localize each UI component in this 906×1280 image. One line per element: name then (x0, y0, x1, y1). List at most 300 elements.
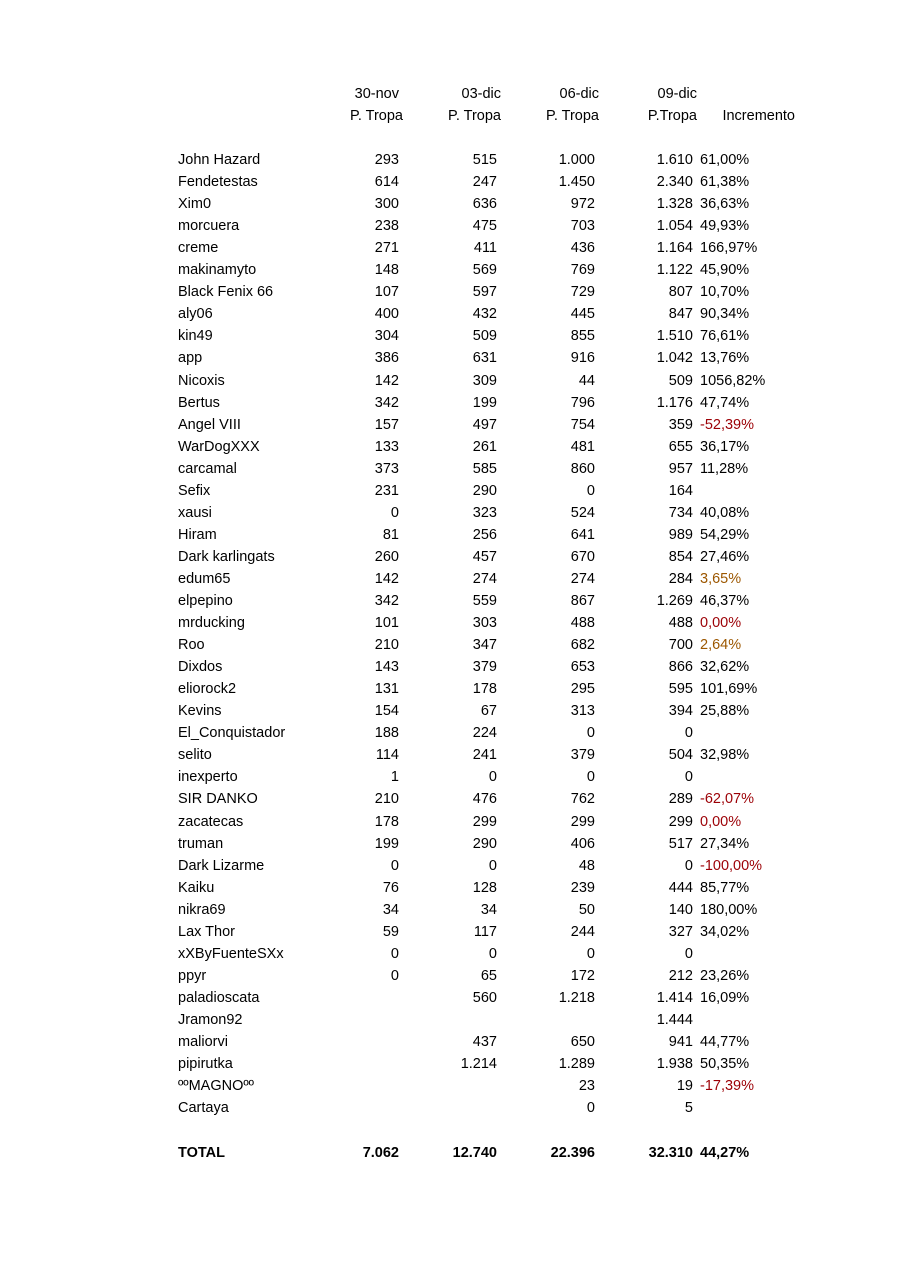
player-name: kin49 (178, 328, 213, 345)
col-09-dic: 327 (668, 923, 693, 940)
col-09-dic: 0 (684, 725, 693, 742)
col-06-dic: 860 (570, 460, 595, 477)
col-30-nov: 210 (374, 791, 399, 808)
col-06-dic: 653 (570, 659, 595, 676)
col-09-dic: 394 (668, 703, 693, 720)
col-30-nov: 300 (374, 196, 399, 213)
player-name: xXByFuenteSXx (178, 945, 284, 962)
table-row (0, 1053, 906, 1075)
col-09-dic: 0 (684, 857, 693, 874)
col-03-dic: 241 (472, 747, 497, 764)
increment-value: 0,00% (700, 615, 742, 632)
header-subtitle-1: P. Tropa (350, 108, 403, 124)
player-name: Nicoxis (178, 372, 225, 389)
col-03-dic: 569 (472, 262, 497, 279)
table-row (0, 943, 906, 965)
col-30-nov: 143 (374, 659, 399, 676)
col-06-dic: 0 (586, 945, 595, 962)
increment-value: 36,63% (700, 196, 750, 213)
table-row (0, 480, 906, 502)
table-row (0, 700, 906, 722)
increment-value: 54,29% (700, 526, 750, 543)
col-06-dic: 0 (586, 482, 595, 499)
col-03-dic: 437 (472, 1034, 497, 1050)
col-09-dic: 504 (668, 747, 693, 764)
increment-value: 27,34% (700, 835, 750, 852)
col-30-nov: 76 (382, 879, 399, 896)
col-06-dic: 1.000 (558, 152, 595, 168)
col-06-dic: 769 (570, 262, 595, 279)
increment-value: 76,61% (700, 328, 750, 345)
col-09-dic: 517 (668, 835, 693, 852)
increment-value: 85,77% (700, 879, 750, 896)
col-03-dic: 379 (472, 659, 497, 676)
table-row (0, 149, 906, 171)
increment-value: 11,28% (700, 460, 749, 477)
col-30-nov: 400 (374, 306, 399, 323)
table-row (0, 678, 906, 700)
col-09-dic: 2.340 (656, 174, 693, 191)
col-09-dic: 1.054 (656, 218, 693, 235)
col-03-dic: 432 (472, 306, 497, 323)
col-06-dic: 1.218 (558, 989, 595, 1006)
player-name: eliorock2 (178, 681, 237, 698)
increment-value: 25,88% (700, 703, 750, 720)
col-30-nov: 238 (374, 218, 399, 235)
col-03-dic: 0 (488, 945, 497, 962)
col-09-dic: 1.269 (656, 593, 693, 609)
col-09-dic: 1.176 (656, 394, 693, 411)
col-03-dic: 636 (472, 196, 497, 213)
col-30-nov: 1 (390, 769, 399, 786)
col-03-dic: 261 (472, 438, 497, 455)
table-row (0, 811, 906, 833)
table-row (0, 1075, 906, 1097)
table-row (0, 744, 906, 766)
total-col-2: 12.740 (452, 1145, 497, 1161)
col-06-dic: 641 (570, 526, 595, 543)
col-03-dic: 515 (472, 152, 497, 168)
increment-value: 0,00% (700, 813, 742, 830)
col-30-nov: 0 (390, 967, 399, 984)
increment-value: 10,70% (700, 284, 750, 301)
increment-value: 90,34% (700, 306, 750, 323)
col-06-dic: 916 (570, 350, 595, 367)
col-30-nov: 101 (374, 615, 399, 632)
increment-value: 1056,82% (700, 372, 766, 389)
header-date-4: 09-dic (657, 86, 697, 102)
player-name: selito (178, 747, 212, 764)
col-06-dic: 436 (570, 240, 595, 257)
increment-value: 40,08% (700, 504, 750, 521)
header-date-3: 06-dic (559, 86, 599, 102)
header-dates-row (0, 83, 906, 105)
increment-value: 3,65% (700, 570, 742, 587)
col-06-dic: 50 (578, 901, 595, 918)
table-row (0, 237, 906, 259)
table-row (0, 325, 906, 347)
player-name: edum65 (178, 570, 231, 587)
col-30-nov: 231 (374, 482, 399, 499)
table-row (0, 392, 906, 414)
col-09-dic: 866 (668, 659, 693, 676)
increment-value: 166,97% (700, 240, 758, 257)
col-03-dic: 299 (472, 813, 497, 830)
col-09-dic: 1.042 (656, 350, 693, 367)
col-06-dic: 239 (570, 879, 595, 896)
col-30-nov: 34 (382, 901, 399, 918)
player-name: Roo (178, 637, 205, 654)
table-row (0, 987, 906, 1009)
table-row (0, 502, 906, 524)
col-09-dic: 212 (668, 967, 693, 984)
col-09-dic: 734 (668, 504, 693, 521)
increment-value: 32,98% (700, 747, 750, 764)
table-row (0, 436, 906, 458)
player-name: Jramon92 (178, 1011, 243, 1028)
increment-value: -100,00% (700, 857, 763, 874)
table-row (0, 612, 906, 634)
col-06-dic: 299 (570, 813, 595, 830)
player-name: Black Fenix 66 (178, 284, 274, 301)
table-row (0, 833, 906, 855)
col-03-dic: 347 (472, 637, 497, 654)
table-row (0, 634, 906, 656)
header-date-1: 30-nov (354, 86, 399, 102)
col-03-dic: 303 (472, 615, 497, 632)
col-06-dic: 754 (570, 416, 595, 433)
col-03-dic: 224 (472, 725, 497, 742)
col-06-dic: 44 (578, 372, 595, 389)
col-30-nov: 342 (374, 394, 399, 411)
col-30-nov: 210 (374, 637, 399, 654)
table-row (0, 855, 906, 877)
col-06-dic: 867 (570, 593, 595, 609)
col-03-dic: 509 (472, 328, 497, 345)
col-03-dic: 128 (472, 879, 497, 896)
col-30-nov: 293 (374, 152, 399, 168)
player-name: xausi (178, 504, 212, 521)
player-name: carcamal (178, 460, 237, 477)
col-06-dic: 1.450 (558, 174, 595, 191)
increment-value: -62,07% (700, 791, 755, 808)
player-name: SIR DANKO (178, 791, 258, 808)
player-name: elpepino (178, 593, 233, 609)
player-name: Lax Thor (178, 923, 235, 940)
increment-value: -17,39% (700, 1078, 755, 1095)
player-name: Bertus (178, 394, 220, 411)
col-09-dic: 1.122 (656, 262, 693, 279)
col-03-dic: 34 (480, 901, 497, 918)
col-06-dic: 274 (570, 570, 595, 587)
table-row (0, 303, 906, 325)
col-09-dic: 359 (668, 416, 693, 433)
col-03-dic: 247 (472, 174, 497, 191)
col-09-dic: 1.510 (656, 328, 693, 345)
col-03-dic: 274 (472, 570, 497, 587)
total-col-4: 32.310 (648, 1145, 693, 1161)
player-name: inexperto (178, 769, 238, 786)
total-row (0, 1142, 906, 1164)
col-03-dic: 290 (472, 835, 497, 852)
increment-value: 34,02% (700, 923, 750, 940)
col-09-dic: 700 (668, 637, 693, 654)
col-30-nov: 133 (374, 438, 399, 455)
player-name: paladioscata (178, 989, 260, 1006)
col-03-dic: 290 (472, 482, 497, 499)
increment-value: 49,93% (700, 218, 750, 235)
player-name: creme (178, 240, 219, 257)
col-09-dic: 989 (668, 526, 693, 543)
col-03-dic: 476 (472, 791, 497, 808)
col-06-dic: 524 (570, 504, 595, 521)
col-09-dic: 854 (668, 548, 693, 565)
col-06-dic: 1.289 (558, 1056, 595, 1073)
player-name: zacatecas (178, 813, 244, 830)
col-06-dic: 406 (570, 835, 595, 852)
table-row (0, 193, 906, 215)
col-30-nov: 373 (374, 460, 399, 477)
col-09-dic: 1.610 (656, 152, 693, 168)
col-09-dic: 847 (668, 306, 693, 323)
increment-value: 23,26% (700, 967, 750, 984)
col-03-dic: 178 (472, 681, 497, 698)
col-03-dic: 0 (488, 769, 497, 786)
player-name: aly06 (178, 306, 213, 323)
col-06-dic: 650 (570, 1034, 595, 1050)
col-09-dic: 957 (668, 460, 693, 477)
col-30-nov: 0 (390, 504, 399, 521)
col-03-dic: 309 (472, 372, 497, 389)
increment-value: 13,76% (700, 350, 750, 367)
col-30-nov: 81 (382, 526, 399, 543)
increment-value: 45,90% (700, 262, 750, 279)
increment-value: 44,77% (700, 1034, 750, 1050)
col-30-nov: 271 (374, 240, 399, 257)
col-09-dic: 1.164 (656, 240, 693, 257)
col-30-nov: 114 (375, 747, 399, 764)
table-row (0, 877, 906, 899)
col-09-dic: 1.328 (656, 196, 693, 213)
col-09-dic: 140 (668, 901, 693, 918)
col-30-nov: 188 (374, 725, 399, 742)
col-03-dic: 411 (473, 240, 497, 257)
col-30-nov: 304 (374, 328, 399, 345)
col-09-dic: 595 (668, 681, 693, 698)
col-03-dic: 559 (472, 593, 497, 609)
col-09-dic: 289 (668, 791, 693, 808)
col-30-nov: 148 (374, 262, 399, 279)
player-name: Kevins (178, 703, 222, 720)
col-06-dic: 682 (570, 637, 595, 654)
total-col-3: 22.396 (550, 1145, 595, 1161)
player-name: Fendetestas (178, 174, 258, 191)
increment-value: 180,00% (700, 901, 758, 918)
player-name: morcuera (178, 218, 240, 235)
increment-value: -52,39% (700, 416, 755, 433)
col-30-nov: 386 (374, 350, 399, 367)
col-06-dic: 0 (586, 769, 595, 786)
col-03-dic: 256 (472, 526, 497, 543)
header-increment: Incremento (722, 108, 795, 124)
col-06-dic: 48 (578, 857, 595, 874)
table-row (0, 281, 906, 303)
table-row (0, 766, 906, 788)
col-06-dic: 295 (570, 681, 595, 698)
col-30-nov: 614 (374, 174, 399, 191)
col-03-dic: 457 (472, 548, 497, 565)
col-30-nov: 0 (390, 945, 399, 962)
table-row (0, 215, 906, 237)
player-name: Sefix (178, 482, 211, 499)
player-name: ººMAGNOºº (178, 1078, 254, 1095)
table-row (0, 171, 906, 193)
col-06-dic: 703 (570, 218, 595, 235)
increment-value: 27,46% (700, 548, 750, 565)
col-09-dic: 1.414 (656, 989, 693, 1006)
col-06-dic: 445 (570, 306, 595, 323)
player-name: mrducking (178, 615, 245, 632)
increment-value: 61,00% (700, 152, 750, 168)
col-06-dic: 972 (570, 196, 595, 213)
header-subtitle-3: P. Tropa (546, 108, 599, 124)
col-30-nov: 199 (374, 835, 399, 852)
header-subtitle-2: P. Tropa (448, 108, 501, 124)
player-name: Hiram (178, 526, 217, 543)
col-06-dic: 796 (570, 394, 595, 411)
table-row (0, 568, 906, 590)
col-06-dic: 379 (570, 747, 595, 764)
col-06-dic: 23 (578, 1078, 595, 1095)
increment-value: 47,74% (700, 394, 750, 411)
table-row (0, 347, 906, 369)
col-03-dic: 199 (472, 394, 497, 411)
col-03-dic: 497 (472, 416, 497, 433)
col-30-nov: 0 (390, 857, 399, 874)
col-09-dic: 488 (668, 615, 693, 632)
player-name: Dark Lizarme (178, 857, 265, 874)
col-30-nov: 59 (382, 923, 399, 940)
col-03-dic: 1.214 (460, 1056, 497, 1073)
total-increment-value: 44,27% (700, 1145, 750, 1161)
player-name: app (178, 350, 203, 367)
player-name: Xim0 (178, 196, 212, 213)
col-30-nov: 260 (374, 548, 399, 565)
col-03-dic: 585 (472, 460, 497, 477)
player-name: El_Conquistador (178, 725, 286, 742)
table-row (0, 965, 906, 987)
header-subtitle-4: P.Tropa (647, 108, 697, 124)
player-name: truman (178, 835, 224, 852)
player-name: WarDogXXX (178, 438, 260, 455)
table-row (0, 1097, 906, 1119)
increment-value: 50,35% (700, 1056, 750, 1073)
table-row (0, 590, 906, 612)
col-06-dic: 244 (570, 923, 595, 940)
col-03-dic: 560 (472, 989, 497, 1006)
col-09-dic: 5 (684, 1100, 693, 1117)
col-30-nov: 142 (374, 372, 399, 389)
player-name: nikra69 (178, 901, 226, 918)
increment-value: 46,37% (700, 593, 750, 609)
col-09-dic: 509 (668, 372, 693, 389)
header-subtitle-row (0, 105, 906, 127)
player-name: Dark karlingats (178, 548, 275, 565)
table-row (0, 899, 906, 921)
col-06-dic: 762 (570, 791, 595, 808)
col-09-dic: 655 (668, 438, 693, 455)
col-03-dic: 65 (480, 967, 497, 984)
table-row (0, 788, 906, 810)
col-09-dic: 444 (668, 879, 693, 896)
increment-value: 32,62% (700, 659, 750, 676)
col-06-dic: 855 (570, 328, 595, 345)
player-name: maliorvi (178, 1034, 228, 1050)
table-row (0, 414, 906, 436)
table-row (0, 546, 906, 568)
player-name: Cartaya (178, 1100, 229, 1117)
col-06-dic: 488 (570, 615, 595, 632)
col-06-dic: 172 (570, 967, 595, 984)
col-09-dic: 164 (668, 482, 693, 499)
col-03-dic: 67 (480, 703, 497, 720)
player-name: Angel VIII (178, 416, 241, 433)
col-06-dic: 313 (570, 703, 595, 720)
col-09-dic: 1.938 (656, 1056, 693, 1073)
player-name: makinamyto (178, 262, 257, 279)
table-row (0, 921, 906, 943)
increment-value: 2,64% (700, 637, 742, 654)
table-row (0, 656, 906, 678)
increment-value: 61,38% (700, 174, 750, 191)
table-row (0, 1009, 906, 1031)
player-name: Dixdos (178, 659, 223, 676)
col-06-dic: 729 (570, 284, 595, 301)
col-03-dic: 117 (473, 923, 497, 940)
col-06-dic: 670 (570, 548, 595, 565)
col-03-dic: 0 (488, 857, 497, 874)
table-row (0, 1031, 906, 1053)
increment-value: 16,09% (700, 989, 750, 1006)
col-09-dic: 0 (684, 769, 693, 786)
col-09-dic: 941 (668, 1034, 693, 1050)
total-label: TOTAL (178, 1145, 225, 1161)
col-06-dic: 0 (586, 1100, 595, 1117)
increment-value: 101,69% (700, 681, 758, 698)
col-30-nov: 157 (374, 416, 399, 433)
col-03-dic: 323 (472, 504, 497, 521)
player-name: Kaiku (178, 879, 215, 896)
col-06-dic: 0 (586, 725, 595, 742)
player-name: John Hazard (178, 152, 261, 168)
col-30-nov: 178 (374, 813, 399, 830)
col-09-dic: 19 (676, 1078, 693, 1095)
col-09-dic: 1.444 (656, 1011, 693, 1028)
table-row (0, 524, 906, 546)
col-09-dic: 284 (668, 570, 693, 587)
player-name: pipirutka (178, 1056, 233, 1073)
col-06-dic: 481 (570, 438, 595, 455)
col-09-dic: 807 (668, 284, 693, 301)
increment-value: 36,17% (700, 438, 750, 455)
col-03-dic: 597 (472, 284, 497, 301)
table-row (0, 458, 906, 480)
col-30-nov: 131 (374, 681, 399, 698)
col-09-dic: 299 (668, 813, 693, 830)
header-date-2: 03-dic (461, 86, 501, 102)
col-30-nov: 107 (374, 284, 399, 301)
table-row (0, 259, 906, 281)
